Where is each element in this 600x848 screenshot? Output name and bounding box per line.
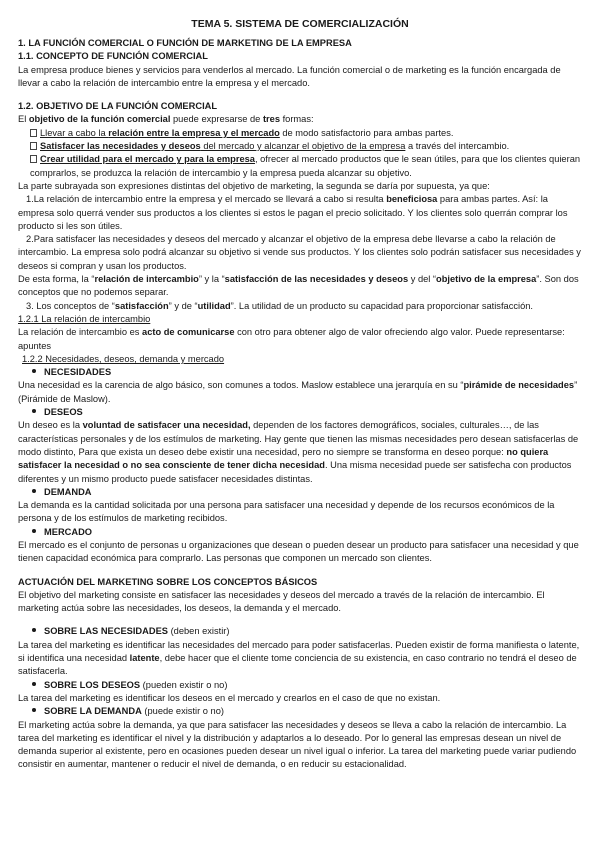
sobre-necesidades-text: La tarea del marketing es identificar las necesidades del mercado para poder satisfacerlas. Pueden existir de forma manifiesta o latente, si identifica una necesidad latente, debe hacer que el cliente tome conciencia de su existencia, en caso contrario no tendrá el deseo de satisfacerla. [18, 639, 580, 677]
sobre-demanda-text: El marketing actúa sobre la demanda, ya que para satisfacer las necesidades y deseos se lleva a cabo la relación de intercambio. La tarea del marketing es identificar el nivel y la distribución y adaptarlos a lo deseado. Por lo general las empresas desean un nivel de demanda superior al existente, pero en ocasiones pueden desear un nivel igual o inferior. La tarea del marketing puede variar pudiendo consistir en aumentar, mantener o reducir el nivel de demanda, o en reducir su estacionalidad. [18, 719, 577, 770]
conclusion-paragraph: De esta forma, la “relación de intercambio” y la “satisfacción de las necesidades y deseos y del “objetivo de la empresa”. Son dos conceptos que no podemos separar. [18, 274, 579, 298]
section-1-2-1-heading: 1.2.1 La relación de intercambio [18, 313, 151, 324]
bullet-deseos: DESEOS [18, 406, 582, 419]
bullet-sobre-deseos: SOBRE LOS DESEOS (pueden existir o no) [18, 679, 582, 692]
sobre-deseos-text: La tarea del marketing es identificar los deseos en el mercado y crearlos en el caso de que no existan. [18, 692, 441, 703]
bullet-icon [32, 369, 36, 373]
section-1-1-text: La empresa produce bienes y servicios para venderlos al mercado. La función comercial o de marketing es la función encargada de llevar a cabo la relación de intercambio entre la empresa y el mercado. [18, 64, 561, 88]
point-1: 1.La relación de intercambio entre la empresa y el mercado se llevará a cabo si resulta beneficiosa para ambas partes. Así: la empresa solo querrá vender sus productos a los clientes si estos le pagan el precio solicitado. Y los clientes solo querrán comprar los producto si les son útiles. [18, 194, 568, 231]
bullet-sobre-demanda: SOBRE LA DEMANDA (puede existir o no) [18, 705, 582, 718]
underlined-explanation: La parte subrayada son expresiones distintas del objetivo de marketing, la segunda se daría por supuesta, ya que: [18, 180, 490, 191]
objective-option-3: Crear utilidad para el mercado y para la empresa, ofrecer al mercado productos que le sean útiles, para que los clientes quieran comprarlos, se produzca la relación de intercambio y la empresa pueda alcanzar su objetivo. [30, 154, 581, 178]
bullet-icon [32, 682, 36, 686]
objective-option-2: Satisfacer las necesidades y deseos del mercado y alcanzar el objetivo de la empresa a través del intercambio. [18, 140, 582, 153]
bullet-icon [32, 628, 36, 632]
necesidades-text: Una necesidad es la carencia de algo básico, son comunes a todos. Maslow establece una jerarquía en su “pirámide de necesidades” (Pirámide de Maslow). [18, 380, 578, 404]
bullet-icon [32, 708, 36, 712]
bullet-necesidades: NECESIDADES [18, 366, 582, 379]
bullet-mercado: MERCADO [18, 526, 582, 539]
objective-option-1: Llevar a cabo la relación entre la empresa y el mercado de modo satisfactorio para ambas partes. [18, 127, 582, 140]
document-title: TEMA 5. SISTEMA DE COMERCIALIZACIÓN [191, 18, 409, 30]
mercado-text: El mercado es el conjunto de personas u organizaciones que desean o pueden desear un producto para satisfacer una necesidad y que tienen capacidad económica para comprarlo. Las personas que componen un mercado son clientes. [18, 539, 579, 564]
checkbox-icon [30, 129, 37, 137]
bullet-sobre-necesidades: SOBRE LAS NECESIDADES (deben existir) [18, 625, 582, 638]
demanda-text: La demanda es la cantidad solicitada por una persona para satisfacer una necesidad y depende de los recursos económicos de la persona y de los estímulos de marketing recibidos. [18, 500, 555, 524]
point-2: 2.Para satisfacer las necesidades y deseos del mercado y alcanzar el objetivo de la empresa debe llevarse a cabo la relación de intercambio. La empresa solo podrá alcanzar su objetivo si vende sus productos. Y los clientes solo podrán satisfacer sus necesidades y deseos si compran y usan los productos. [18, 234, 581, 271]
checkbox-icon [30, 155, 37, 163]
section-1-1-heading: 1.1. CONCEPTO DE FUNCIÓN COMERCIAL [18, 51, 208, 62]
marketing-action-intro: El objetivo del marketing consiste en satisfacer las necesidades y deseos del mercado a través de la relación de intercambio. El marketing actúa sobre las necesidades, los deseos, la demanda y el mercado. [18, 589, 545, 614]
section-1-2-heading: 1.2. OBJETIVO DE LA FUNCIÓN COMERCIAL [18, 101, 218, 112]
bullet-icon [32, 489, 36, 493]
point-3: 3. Los conceptos de “satisfacción” y de “utilidad”. La utilidad de un producto su capacidad para proporcionar satisfacción. [26, 300, 533, 311]
bullet-icon [32, 529, 36, 533]
deseos-text: Un deseo es la voluntad de satisfacer una necesidad, dependen de los factores demográficos, sociales, culturales…, de las características personales y de los estímulos de marketing. Hay gente que tienen las mismas necesidades pero desean satisfacerlas de modo distinto, Para que exista un deseo debe existir una necesidad, pero no siempre se transforma en deseo porque: no quiera satisfacer la necesidad o no sea consciente de tener dicha necesidad. Una misma necesidad puede ser satisfecha con productos diferentes y un mismo producto puede satisfacer necesidades distintas. [18, 420, 579, 484]
bullet-icon [32, 409, 36, 413]
section-1-heading: 1. LA FUNCIÓN COMERCIAL O FUNCIÓN DE MARKETING DE LA EMPRESA [18, 38, 352, 48]
checkbox-icon [30, 142, 37, 150]
bullet-demanda: DEMANDA [18, 486, 582, 499]
section-1-2-2-heading: 1.2.2 Necesidades, deseos, demanda y mercado [22, 353, 225, 364]
marketing-action-heading: ACTUACIÓN DEL MARKETING SOBRE LOS CONCEPTOS BÁSICOS [18, 576, 318, 587]
objective-intro: El objetivo de la función comercial puede expresarse de tres formas: [18, 114, 314, 125]
exchange-text: La relación de intercambio es acto de comunicarse con otro para obtener algo de valor ofreciendo algo valor. Puede representarse: apuntes [18, 327, 565, 351]
